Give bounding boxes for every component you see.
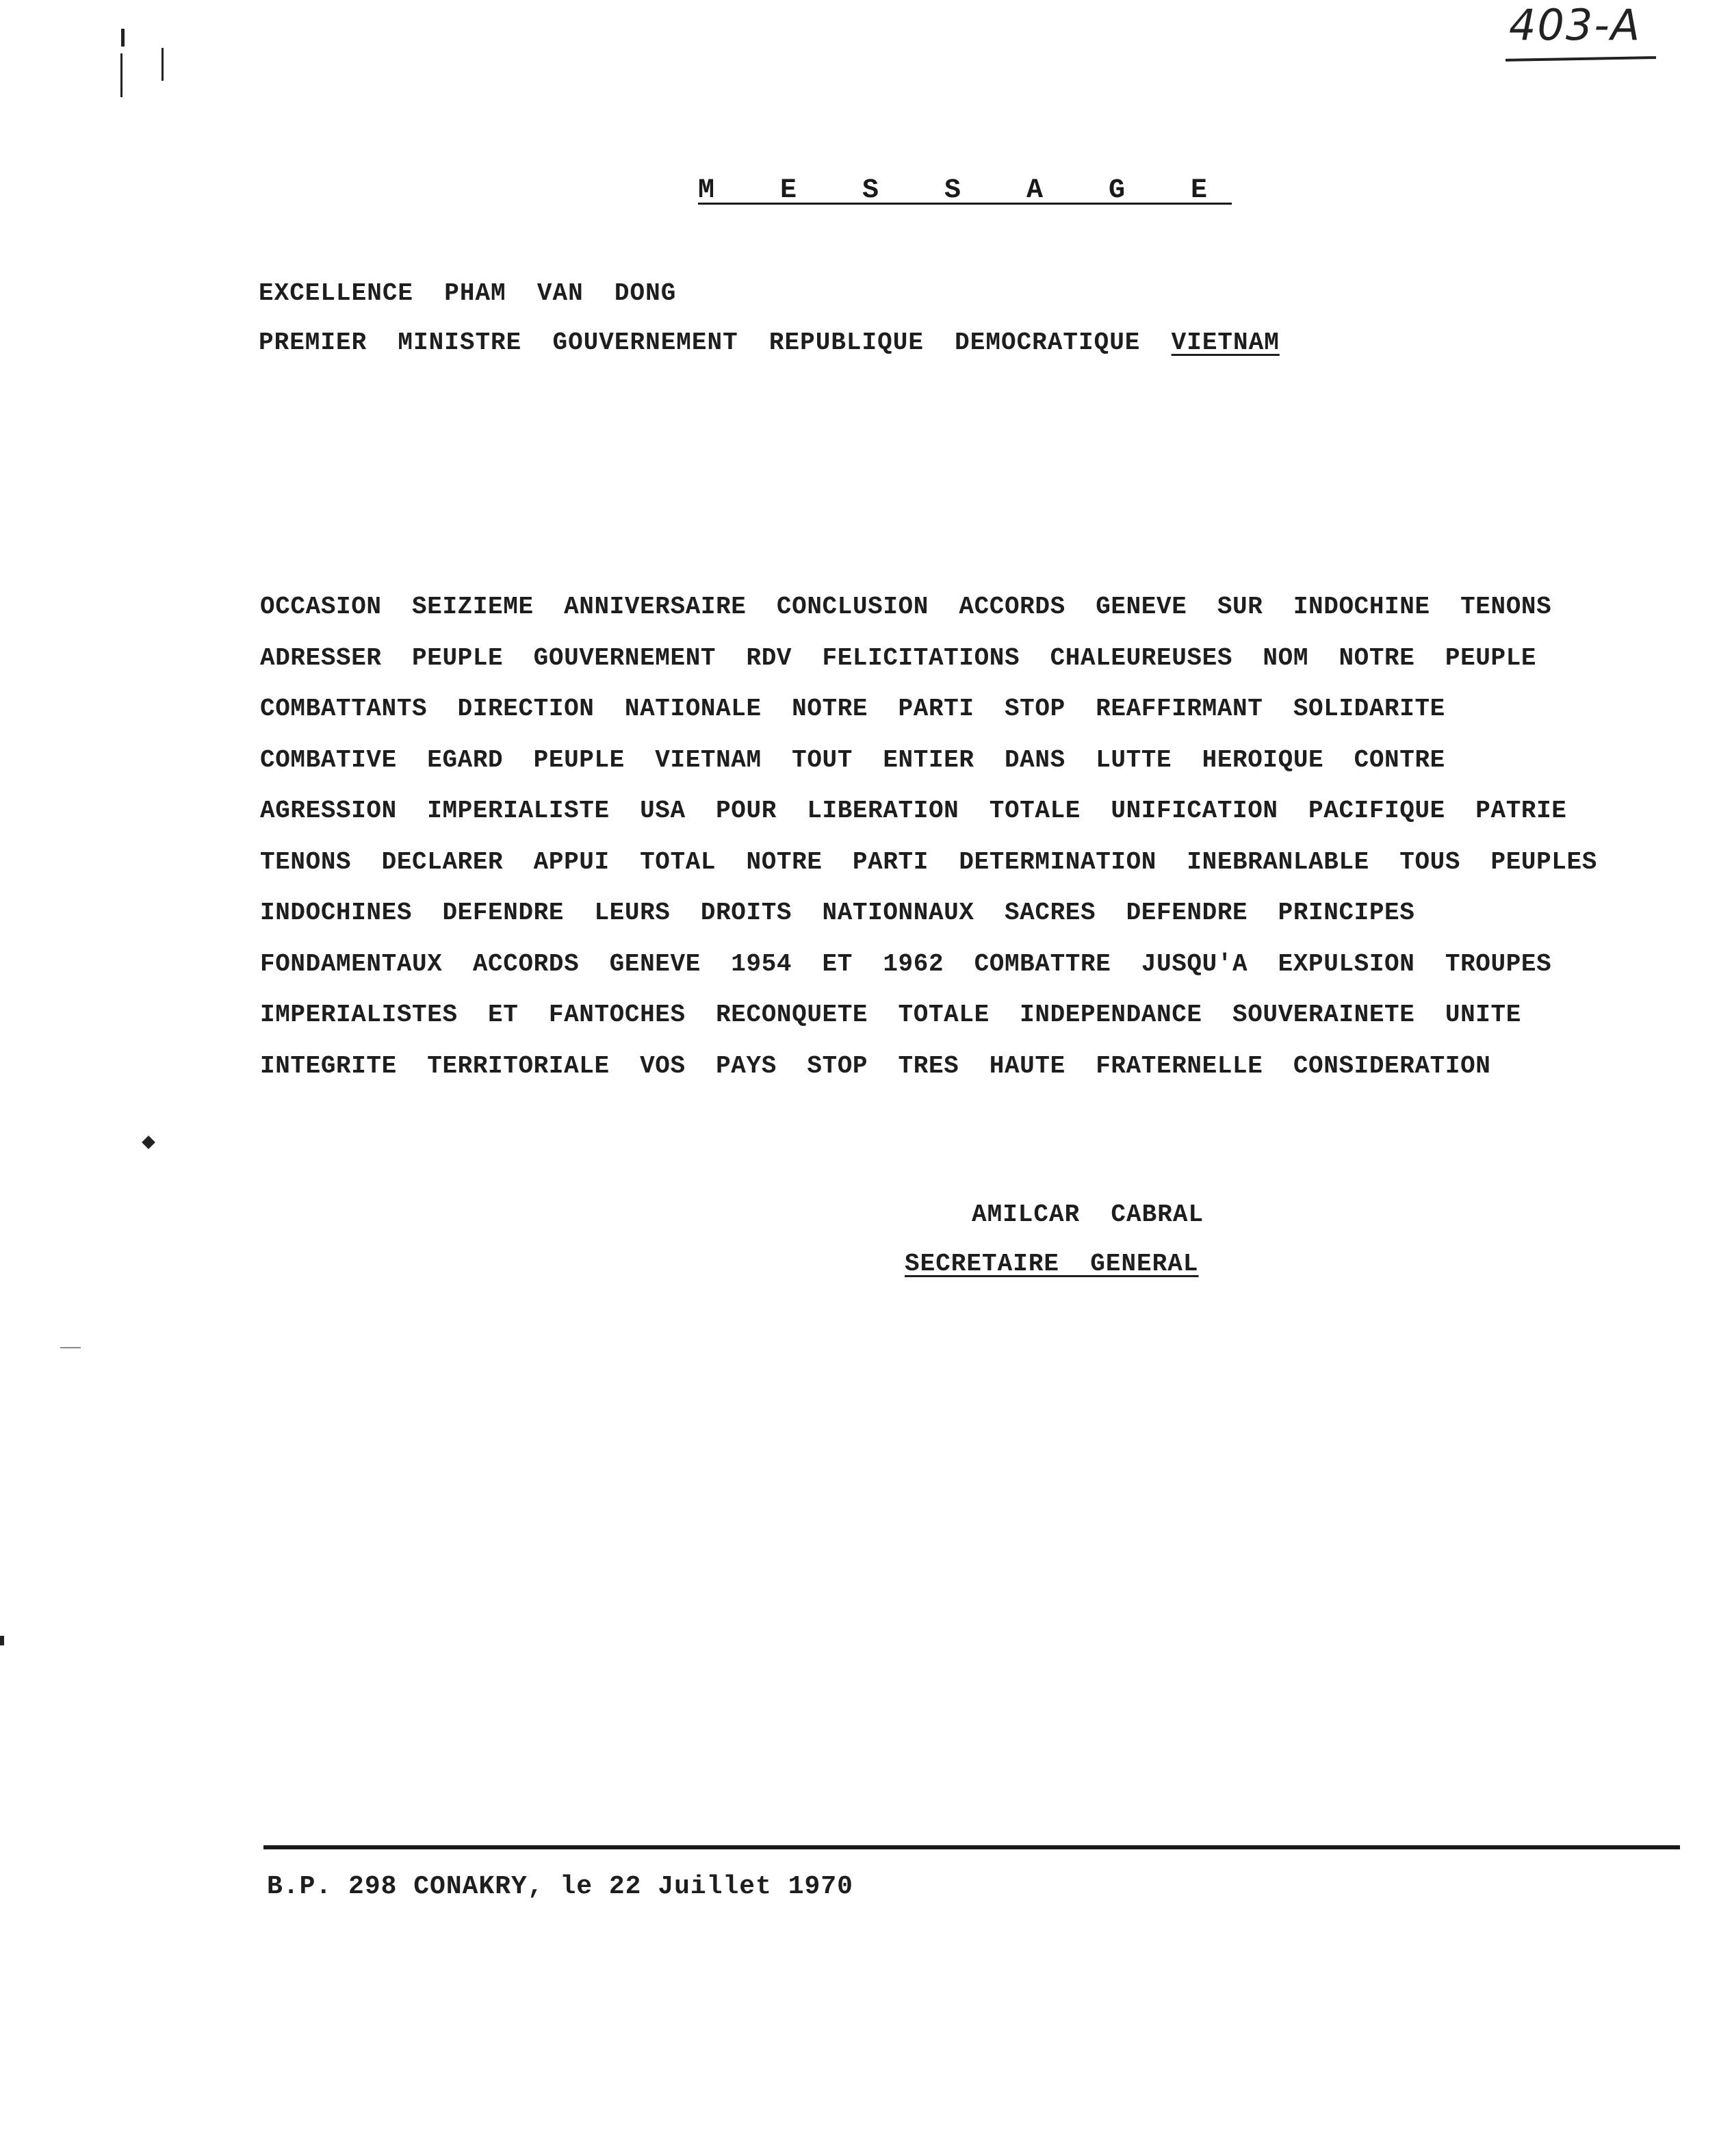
message-title: M E S S A G E [698, 175, 1232, 206]
footer-address-date: B.P. 298 CONAKRY, le 22 Juillet 1970 [267, 1872, 853, 1901]
scan-mark [121, 29, 125, 47]
body-line: COMBATIVE EGARD PEUPLE VIETNAM TOUT ENTIER DANS LUTTE HEROIQUE CONTRE [260, 745, 1445, 774]
body-line: ADRESSER PEUPLE GOUVERNEMENT RDV FELICITATIONS CHALEUREUSES NOM NOTRE PEUPLE [260, 643, 1537, 672]
scan-mark [120, 53, 122, 97]
body-line: INTEGRITE TERRITORIALE VOS PAYS STOP TRES HAUTE FRATERNELLE CONSIDERATION [260, 1051, 1491, 1080]
addressee-position: PREMIER MINISTRE GOUVERNEMENT REPUBLIQUE DEMOCRATIQUE [259, 329, 1172, 357]
scan-mark [60, 1347, 81, 1348]
handwritten-underline [1505, 56, 1656, 62]
handwritten-reference-note: 403-A [1509, 0, 1642, 50]
addressee-line-1: EXCELLENCE PHAM VAN DONG [259, 279, 677, 307]
body-line: OCCASION SEIZIEME ANNIVERSAIRE CONCLUSION ACCORDS GENEVE SUR INDOCHINE TENONS [260, 593, 1552, 621]
scan-mark [161, 48, 164, 81]
footer-divider [263, 1845, 1680, 1849]
signatory-name: AMILCAR CABRAL [972, 1201, 1204, 1229]
addressee-country: VIETNAM [1171, 329, 1280, 357]
scan-mark [0, 1636, 4, 1645]
addressee-line-2 [259, 329, 1280, 357]
body-line: AGRESSION IMPERIALISTE USA POUR LIBERATION TOTALE UNIFICATION PACIFIQUE PATRIE [260, 797, 1567, 825]
body-line: IMPERIALISTES ET FANTOCHES RECONQUETE TOTALE INDEPENDANCE SOUVERAINETE UNITE [260, 1001, 1521, 1029]
body-line: INDOCHINES DEFENDRE LEURS DROITS NATIONNAUX SACRES DEFENDRE PRINCIPES [260, 899, 1415, 927]
scan-mark [142, 1135, 155, 1149]
signatory-title: SECRETAIRE GENERAL [905, 1250, 1199, 1278]
body-line: TENONS DECLARER APPUI TOTAL NOTRE PARTI DETERMINATION INEBRANLABLE TOUS PEUPLES [260, 847, 1597, 876]
message-body [260, 582, 1697, 1092]
body-line: COMBATTANTS DIRECTION NATIONALE NOTRE PARTI STOP REAFFIRMANT SOLIDARITE [260, 695, 1445, 723]
body-line: FONDAMENTAUX ACCORDS GENEVE 1954 ET 1962 COMBATTRE JUSQU'A EXPULSION TROUPES [260, 949, 1552, 978]
